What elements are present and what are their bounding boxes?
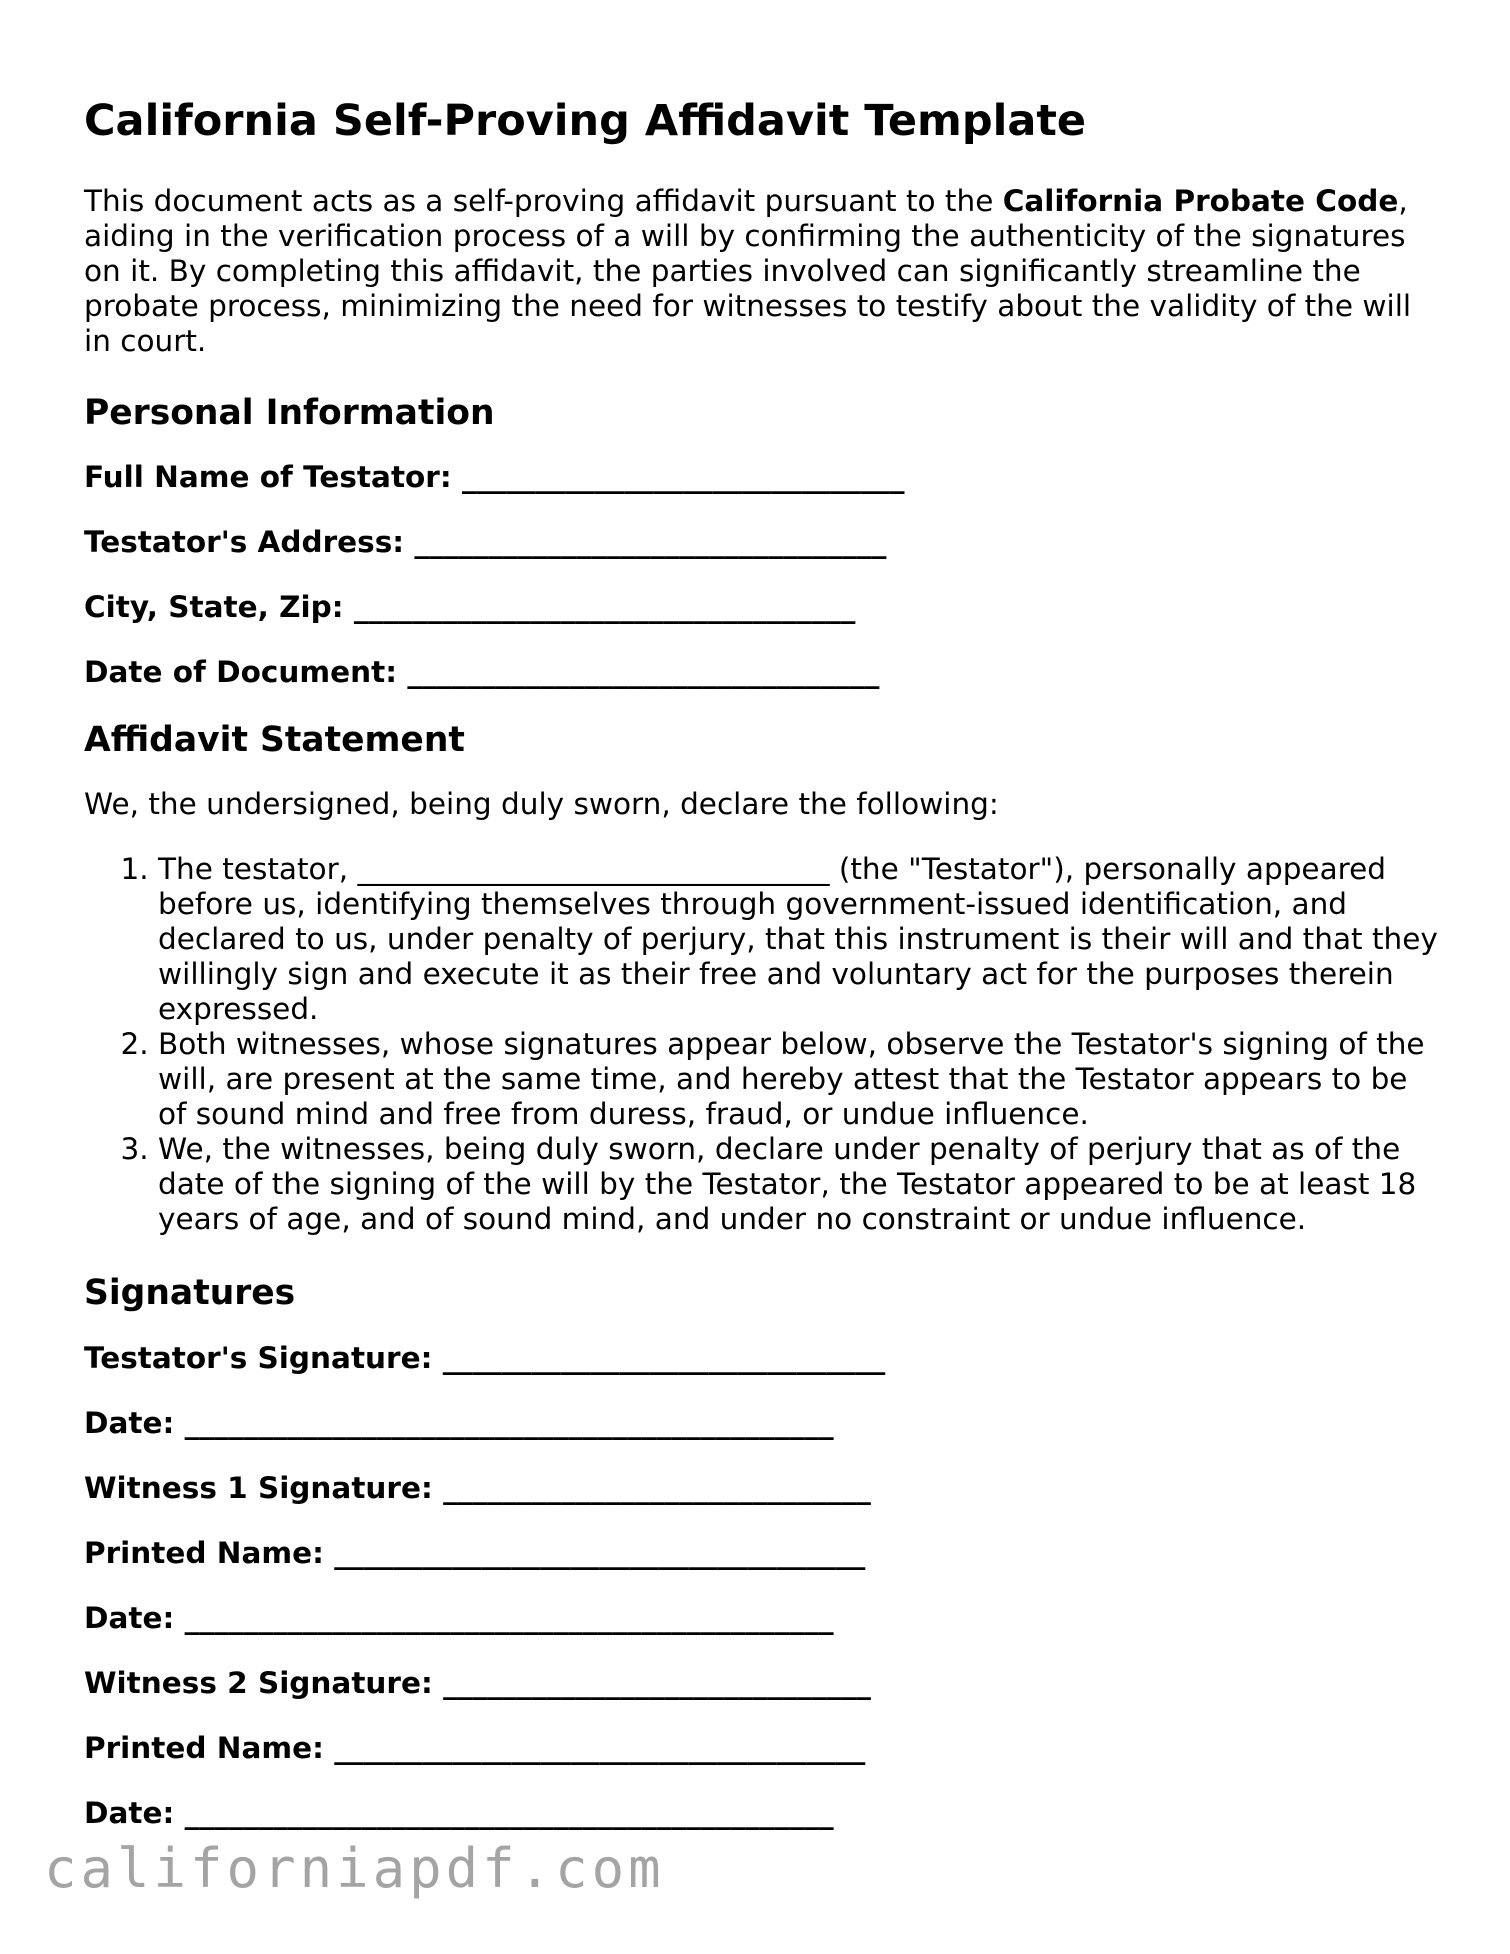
field-blank: ________________________________ xyxy=(414,524,887,559)
intro-paragraph xyxy=(84,184,1444,359)
field-label: Date: xyxy=(84,1795,175,1830)
statement-item: 3. We, the witnesses, being duly sworn, declare under penalty of perjury that as of the date of the signing of the will by the Testator, the Testator appeared to be at least 18 years of age, and of sound mind, and under no constraint or undue influence. xyxy=(158,1132,1444,1237)
field-label: Testator's Address: xyxy=(84,524,405,559)
witness1-printed-name-field[interactable] xyxy=(84,1536,1444,1571)
personal-info-heading: Personal Information xyxy=(84,392,495,433)
testator-date-field[interactable] xyxy=(84,1406,1444,1441)
field-label: Printed Name: xyxy=(84,1535,324,1570)
field-label: City, State, Zip: xyxy=(84,589,344,624)
field-blank: ____________________________________________ xyxy=(184,1405,834,1440)
field-blank: ____________________________________ xyxy=(334,1730,866,1765)
affidavit-statement-heading: Affidavit Statement xyxy=(84,719,465,760)
field-label: Printed Name: xyxy=(84,1730,324,1765)
statement-list xyxy=(84,852,1444,1237)
field-blank: ____________________________________________ xyxy=(184,1600,834,1635)
witness2-printed-name-field[interactable] xyxy=(84,1731,1444,1766)
field-label: Witness 2 Signature: xyxy=(84,1665,433,1700)
document-date-field[interactable] xyxy=(84,655,1444,690)
intro-text-after: , aiding in the verification process of a will by confirming the authenticity of the signatures on it. By completing this affidavit, the parties involved can significantly streamline the probate process, minimizing the need for witnesses to testify about the validity of the will in court. xyxy=(84,183,1412,358)
statement-lead: We, the undersigned, being duly sworn, declare the following: xyxy=(84,787,999,822)
city-state-zip-field[interactable] xyxy=(84,590,1444,625)
field-blank: ____________________________________ xyxy=(334,1535,866,1570)
field-blank: _____________________________ xyxy=(443,1470,871,1505)
intro-bold-probate-code: California Probate Code xyxy=(1002,183,1399,218)
testator-address-field[interactable] xyxy=(84,525,1444,560)
witness2-date-field[interactable] xyxy=(84,1796,1444,1831)
field-label: Date of Document: xyxy=(84,654,398,689)
field-blank: ______________________________ xyxy=(442,1340,886,1375)
field-label: Date: xyxy=(84,1405,175,1440)
field-blank: ____________________________________________ xyxy=(184,1795,834,1830)
field-label: Full Name of Testator: xyxy=(84,459,452,494)
statement-item: 2. Both witnesses, whose signatures appear below, observe the Testator's signing of the will, are present at the same time, and hereby attest that the Testator appears to be of sound mind and free from duress, fraud, or undue influence. xyxy=(158,1027,1444,1132)
witness1-signature-field[interactable] xyxy=(84,1471,1444,1506)
witness2-signature-field[interactable] xyxy=(84,1666,1444,1701)
witness1-date-field[interactable] xyxy=(84,1601,1444,1636)
signatures-heading: Signatures xyxy=(84,1273,296,1314)
document-page xyxy=(84,96,1444,1861)
testator-name-field[interactable] xyxy=(84,460,1444,495)
testator-signature-field[interactable] xyxy=(84,1341,1444,1376)
site-watermark: californiapdf.com xyxy=(44,1837,665,1900)
statement-item: 1. The testator, ________________________________ (the "Testator"), personally appeared before us, identifying themselves through government-issued identification, and declared to us, under penalty of perjury, that this instrument is their will and that they willingly sign and execute it as their free and voluntary act for the purposes therein expressed. xyxy=(158,852,1444,1027)
document-title: California Self-Proving Affidavit Template xyxy=(84,96,1087,146)
intro-text-before: This document acts as a self-proving affidavit pursuant to the xyxy=(84,183,1003,218)
field-label: Witness 1 Signature: xyxy=(84,1470,433,1505)
field-blank: _____________________________ xyxy=(443,1665,871,1700)
field-blank: ______________________________ xyxy=(461,459,905,494)
field-blank: __________________________________ xyxy=(353,589,856,624)
field-label: Testator's Signature: xyxy=(84,1340,433,1375)
field-label: Date: xyxy=(84,1600,175,1635)
field-blank: ________________________________ xyxy=(407,654,880,689)
